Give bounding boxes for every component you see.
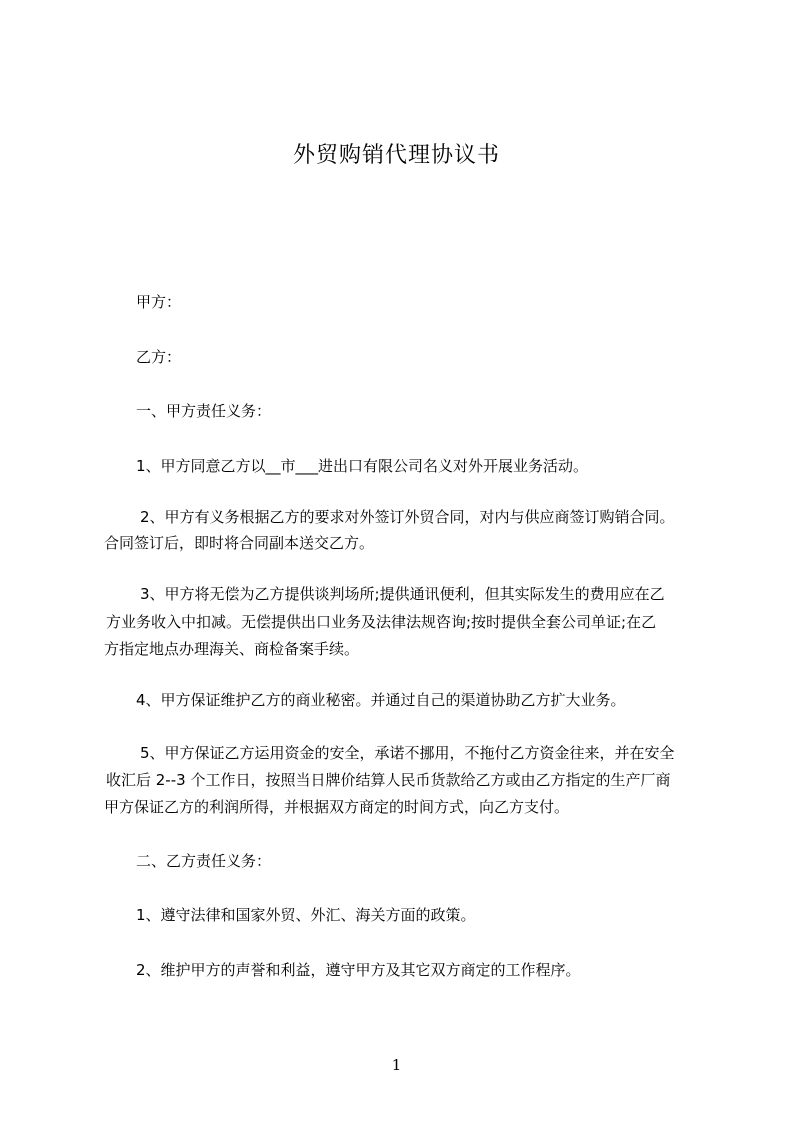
- section-2-heading: 二、乙方责任义务：: [136, 852, 272, 870]
- section-1-item-3-line-3: 方指定地点办理海关、商检备案手续。: [104, 640, 360, 658]
- section-1-item-3-line-1: 3、甲方将无偿为乙方提供谈判场所;提供通讯便利，但其实际发生的费用应在乙: [140, 585, 665, 603]
- section-1-item-3-line-2: 方业务收入中扣减。无偿提供出口业务及法律法规咨询;按时提供全套公司单证;在乙: [106, 613, 657, 631]
- party-b-label: 乙方：: [136, 348, 182, 366]
- section-1-item-2-line-2: 合同签订后，即时将合同副本送交乙方。: [104, 534, 375, 552]
- section-1-item-5-line-3: 甲方保证乙方的利润所得，并根据双方商定的时间方式，向乙方支付。: [104, 798, 570, 816]
- section-1-item-2-line-1: 2、甲方有义务根据乙方的要求对外签订外贸合同，对内与供应商签订购销合同。: [140, 508, 675, 526]
- section-1-item-4: 4、甲方保证维护乙方的商业秘密。并通过自己的渠道协助乙方扩大业务。: [136, 691, 626, 709]
- page-number: 1: [391, 1056, 402, 1074]
- section-2-item-1: 1、遵守法律和国家外贸、外汇、海关方面的政策。: [136, 906, 476, 924]
- section-1-item-1: 1、甲方同意乙方以__市___进出口有限公司名义对外开展业务活动。: [136, 457, 589, 475]
- section-1-item-5-line-1: 5、甲方保证乙方运用资金的安全，承诺不挪用，不拖付乙方资金往来，并在安全: [140, 744, 675, 762]
- party-a-label: 甲方：: [136, 293, 182, 311]
- section-2-item-2: 2、维护甲方的声誉和利益，遵守甲方及其它双方商定的工作程序。: [136, 961, 581, 979]
- document-title: 外贸购销代理协议书: [292, 143, 500, 168]
- section-1-heading: 一、甲方责任义务：: [136, 402, 272, 420]
- section-1-item-5-line-2: 收汇后 2--3 个工作日，按照当日牌价结算人民币货款给乙方或由乙方指定的生产厂商: [106, 771, 671, 789]
